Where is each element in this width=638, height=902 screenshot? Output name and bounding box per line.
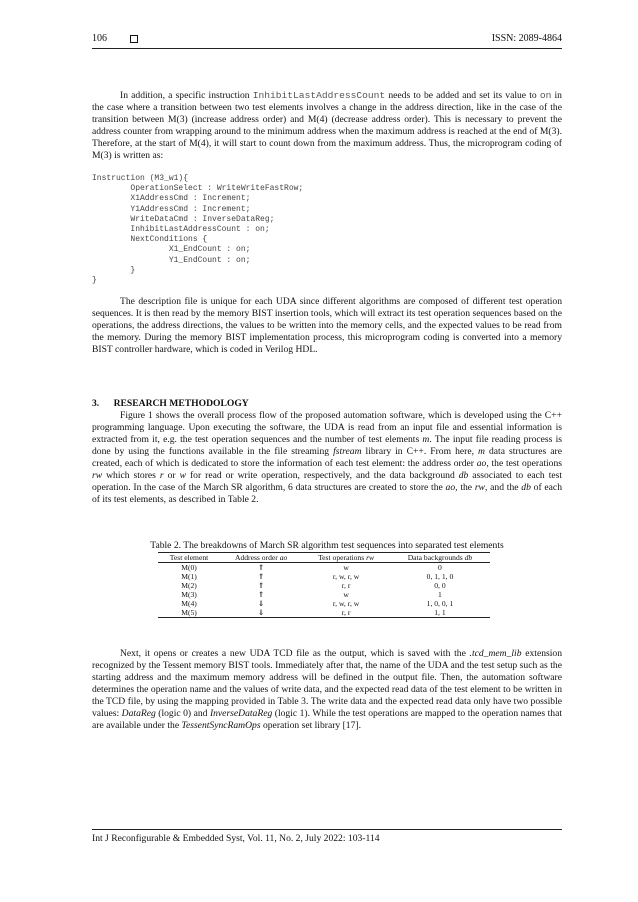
s3-ital-m2: m	[478, 446, 485, 457]
col-header-address-order: Address order ao	[220, 553, 302, 563]
cell-data-backgrounds: 0, 0	[434, 581, 446, 590]
s3-ital-ao: ao	[476, 458, 487, 469]
p4-ital-library: TessentSyncRamOps	[181, 720, 261, 731]
col-header-test-element: Test element	[158, 553, 220, 563]
s3-ital-w: w	[179, 470, 186, 481]
issn-label: ISSN: 2089-4864	[491, 33, 562, 44]
table-row	[158, 581, 490, 590]
inline-code-inhibit: InhibitLastAddressCount	[252, 90, 386, 101]
footer-rule	[92, 829, 562, 830]
col-header-test-operations: Test operations rw	[302, 553, 390, 563]
cell-address-order: ⇑	[257, 590, 265, 599]
para1-text-c: in the case where a transition between two test elements involves a change in the address direction, like in the case of the transition between M(3) (increase address order) and M(4) (decrease address order). This is necessary to prevent the address counter from wrapping around to the minimum address when the maximum address is reached at the end of M(3). Therefore, at the start of M(4), it will start to count down from the maximum address. Thus, the microprogram coding of M(3) is written as:	[92, 90, 562, 161]
s3-ital-db: db	[458, 470, 469, 481]
table-row	[158, 572, 490, 581]
cell-test-element: M(1)	[181, 572, 197, 581]
paragraph-methodology	[92, 410, 562, 506]
p4-ital-datareg: DataReg	[121, 708, 156, 719]
cell-data-backgrounds: 1, 0, 0, 1	[426, 599, 454, 608]
cell-test-element: M(2)	[181, 581, 197, 590]
table-row	[158, 599, 490, 608]
p4-text-c: (logic 0) and	[155, 708, 210, 719]
s3-text-8: for read or write operation, respectively, and the data background	[186, 470, 459, 481]
cell-data-backgrounds: 0	[438, 563, 442, 572]
para2-text: The description file is unique for each UDA since different algorithms are composed of different test operation sequences. It is then read by the memory BIST insertion tools, which will extract its test operation sequences based on the operations, the address directions, the values to be written into the memory cells, and the expected values to be read from the memory. During the memory BIST implementation process, this microprogram coding is converted into a memory BIST controller hardware, which is coded in Verilog HDL.	[92, 296, 562, 355]
paragraph-description-file	[92, 296, 562, 356]
cell-test-element: M(0)	[181, 563, 197, 572]
s3-text-4: data structures are created, each of which is dedicated to store the information of each test element: the address order	[92, 446, 563, 469]
para1-text-a: In addition, a specific instruction	[120, 90, 253, 101]
p4-text-d: (logic 1). While the test operations are mapped to the operation names that are available under the	[92, 708, 562, 731]
cell-data-backgrounds: 1, 1	[390, 608, 490, 618]
s3-text-9: associated to each test operation. In the case of the March SR algorithm, 6 data structures are created to store the	[92, 470, 563, 493]
p4-text-e: operation set library [17].	[260, 720, 361, 731]
cell-test-element: M(5)	[158, 608, 220, 618]
p4-ital-inversedatareg: InverseDataReg	[209, 708, 273, 719]
para1-text-b: needs to be added and set its value to	[385, 90, 540, 101]
header-rule	[92, 48, 562, 49]
s3-ital-rw: rw	[92, 470, 103, 481]
s3-text-6: which stores	[102, 470, 160, 481]
s3-text-5: , the test operations	[486, 458, 562, 469]
cell-data-backgrounds: 0, 1, 1, 0	[426, 572, 454, 581]
s3-text-1: Figure 1 shows the overall process flow of the proposed automation software, which is developed using the C++ programming language. Upon executing the software, the UDA is read from an input file and essential information is extracted from it, e.g. the test operation sequences and the number of test elements	[92, 410, 562, 445]
s3-text-3: library in C++. From here,	[361, 446, 479, 457]
cell-test-operations: r, r	[341, 581, 351, 590]
page-number: 106	[92, 33, 107, 44]
s3-ital-m: m	[422, 434, 430, 445]
table-row	[158, 590, 490, 599]
cell-test-element: M(4)	[181, 599, 197, 608]
s3-text-11: , and the	[484, 482, 522, 493]
cell-test-element: M(3)	[181, 590, 197, 599]
col-header-data-backgrounds: Data backgrounds db	[390, 553, 490, 563]
inline-code-on: on	[539, 90, 552, 101]
s3-ital-rw2: rw	[474, 482, 485, 493]
journal-footer: Int J Reconfigurable & Embedded Syst, Vol. 11, No. 2, July 2022: 103-114	[92, 833, 380, 844]
table-header-row	[158, 553, 490, 563]
s3-text-12: of each of its test elements, as described in Table 2.	[92, 482, 562, 505]
s3-ital-fstream: fstream	[333, 446, 362, 457]
running-header	[92, 33, 562, 49]
table2-caption: Table 2. The breakdowns of March SR algorithm test sequences into separated test elements	[150, 540, 504, 551]
p4-text-a: Next, it opens or creates a new UDA TCD file as the output, which is saved with the	[120, 648, 470, 659]
cell-test-operations: w	[343, 590, 349, 599]
table-row	[158, 608, 490, 618]
cell-test-operations: r, w, r, w	[332, 599, 360, 608]
s3-text-7: or	[163, 470, 180, 481]
square-bullet-icon	[130, 35, 138, 43]
cell-address-order: ⇓	[257, 599, 265, 608]
cell-address-order: ⇑	[257, 563, 265, 572]
cell-test-operations: r, r	[302, 608, 390, 618]
cell-address-order: ⇓	[220, 608, 302, 618]
s3-ital-db2: db	[521, 482, 531, 493]
section-heading: 3. RESEARCH METHODOLOGY	[92, 398, 249, 409]
s3-ital-r: r	[159, 470, 164, 481]
p4-text-b: extension recognized by the Tessent memory BIST tools. Immediately after that, the name of the UDA and the test setup such as the starting address and the maximum memory address will be defined in the output file. Then, the automation software determines the operation name and the values of write data, and the expected read data of the test element to be written in the TCD file, by using the mapping provided in Table 3. The write data and the expected read data only have two possible values:	[92, 648, 562, 719]
s3-text-10: , the	[455, 482, 475, 493]
microprogram-code-block: Instruction (M3_w1){ OperationSelect : WriteWriteFastRow; X1AddressCmd : Increment; Y1AddressCmd : Increment; WriteDataCmd : InverseDataReg; InhibitLastAddressCount : on; NextConditions { X1_EndCount : on; Y1_EndCount : on; } }	[92, 174, 304, 286]
table-row	[158, 563, 490, 573]
cell-data-backgrounds: 1	[438, 590, 442, 599]
s3-text-2: . The input file reading process is done by using the functions available in the file streaming	[92, 434, 562, 457]
table2	[158, 552, 490, 618]
s3-ital-ao2: ao	[445, 482, 456, 493]
cell-test-operations: w	[343, 563, 349, 572]
paragraph-tcd-output	[92, 648, 562, 732]
paragraph-inhibit-last-address	[92, 90, 562, 162]
p4-ital-ext: .tcd_mem_lib	[469, 648, 522, 659]
cell-test-operations: r, w, r, w	[332, 572, 360, 581]
cell-address-order: ⇑	[257, 572, 265, 581]
cell-address-order: ⇑	[257, 581, 265, 590]
